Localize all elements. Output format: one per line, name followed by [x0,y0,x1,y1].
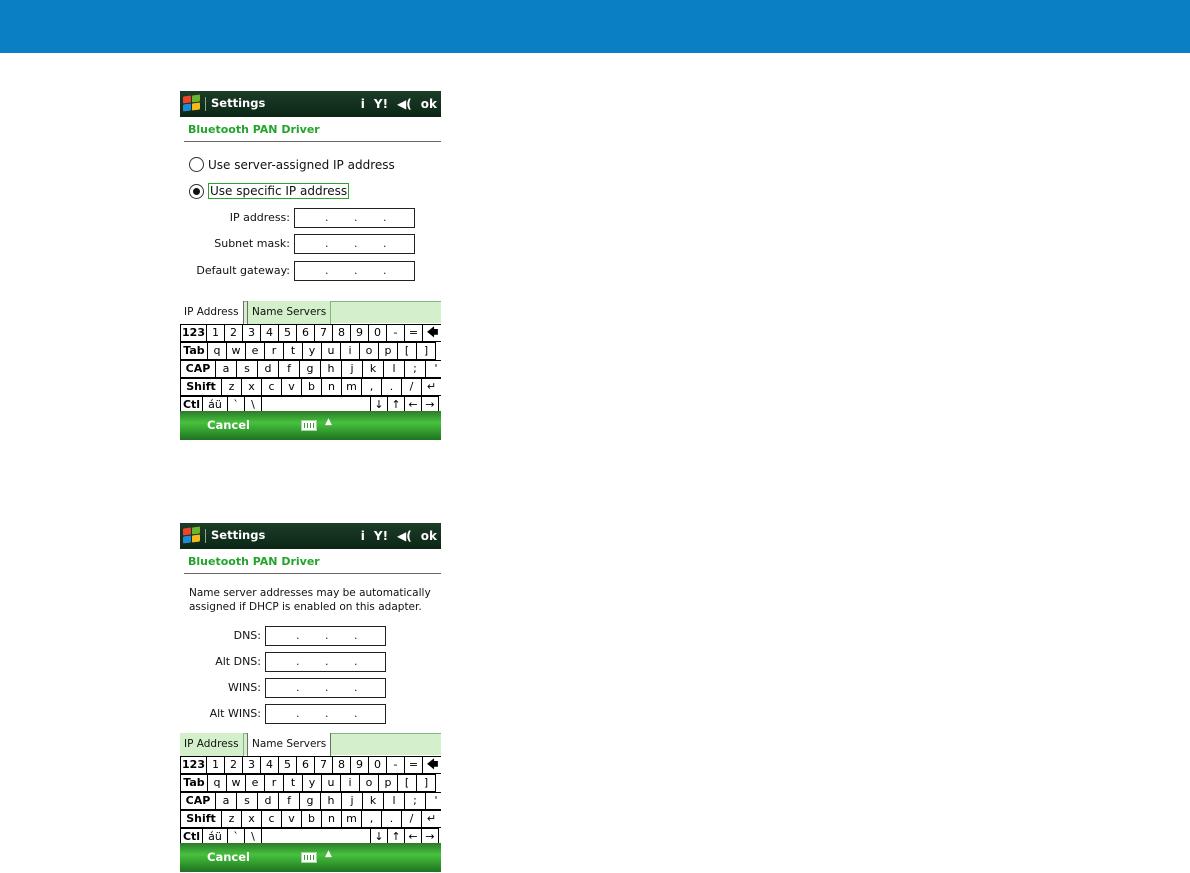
keyboard-key[interactable]: 5 [278,324,297,342]
soft-keyboard [180,756,441,846]
keyboard-key[interactable]: 6 [296,324,315,342]
radio-button[interactable] [189,157,204,172]
octet-separator: . [325,264,329,277]
default-gateway-field[interactable] [294,261,415,281]
octet-separator: . [354,655,358,668]
keyboard-key[interactable]: CAP [180,360,216,378]
keyboard-icon[interactable] [301,420,317,431]
keyboard-key[interactable]: t [283,774,303,792]
keyboard-key[interactable]: Shift [180,378,222,396]
cancel-button[interactable]: Cancel [207,418,250,432]
keyboard-key[interactable]: h [320,792,342,810]
keyboard-key[interactable]: 2 [224,756,243,774]
keyboard-key[interactable]: b [301,810,322,828]
keyboard-key[interactable]: z [221,378,242,396]
volume-icon[interactable]: ◀( [397,529,412,543]
keyboard-key[interactable]: áü [202,396,228,414]
keyboard-key[interactable]: Tab [180,342,208,360]
keyboard-key[interactable]: g [299,792,321,810]
ip-address-field[interactable] [294,208,415,228]
keyboard-key[interactable]: [ [397,774,417,792]
keyboard-key[interactable]: - [386,324,405,342]
keyboard-key[interactable]: ] [416,342,436,360]
keyboard-key[interactable]: / [401,810,422,828]
info-icon[interactable]: i [360,97,365,111]
keyboard-key[interactable]: i [340,774,360,792]
keyboard-key[interactable]: ↵ [421,810,441,828]
keyboard-key[interactable]: ↓ [370,828,388,846]
dhcp-help-text: Name server addresses may be automatically assigned if DHCP is enabled on this adapter. [189,587,431,613]
octet-separator: . [325,211,329,224]
octet-separator: . [325,707,329,720]
status-icons [352,527,437,545]
cancel-button[interactable]: Cancel [207,850,250,864]
ok-button[interactable]: ok [420,529,437,543]
keyboard-key[interactable]: k [362,792,384,810]
keyboard-key[interactable]: q [207,342,227,360]
tab-ip-address[interactable]: IP Address [180,301,244,325]
keyboard-key[interactable]: y [302,774,322,792]
title-separator [205,97,206,111]
keyboard-key[interactable]: , [361,810,382,828]
window-title: Settings [211,528,266,542]
keyboard-key[interactable]: f [278,360,300,378]
volume-icon[interactable]: ◀( [397,97,412,111]
signal-icon[interactable]: Y! [373,529,389,543]
keyboard-key[interactable]: f [278,792,300,810]
keyboard-key[interactable]: 2 [224,324,243,342]
radio-specific-ip[interactable] [189,183,349,199]
keyboard-key[interactable]: 8 [332,324,351,342]
keyboard-key[interactable]: 4 [260,324,279,342]
keyboard-key[interactable]: x [241,810,262,828]
section-title: Bluetooth PAN Driver [188,555,320,568]
octet-separator: . [296,629,300,642]
keyboard-key[interactable]: 8 [332,756,351,774]
keyboard-key[interactable]: [ [397,342,417,360]
octet-separator: . [296,681,300,694]
keyboard-icon[interactable] [301,852,317,863]
keyboard-key[interactable]: z [221,810,242,828]
keyboard-key[interactable]: - [386,756,405,774]
keyboard-row [180,324,441,342]
octet-separator: . [383,264,387,277]
dns-field[interactable] [265,626,386,646]
keyboard-key[interactable]: 🡄 [422,756,441,774]
keyboard-key[interactable]: / [401,378,422,396]
keyboard-key[interactable]: n [321,378,342,396]
softkey-bar [180,843,441,872]
keyboard-key[interactable]: y [302,342,322,360]
keyboard-key[interactable]: → [421,396,439,414]
keyboard-key[interactable]: 🡄 [422,324,441,342]
keyboard-key[interactable]: 123 [180,756,207,774]
keyboard-row [180,342,441,360]
keyboard-key[interactable]: = [404,324,423,342]
dns-label: DNS: [233,629,261,642]
keyboard-key[interactable]: a [215,360,237,378]
keyboard-row [180,360,441,378]
windows-start-icon[interactable] [182,527,202,545]
octet-separator: . [325,629,329,642]
keyboard-key[interactable]: . [381,378,402,396]
window-title: Settings [211,96,266,110]
section-title: Bluetooth PAN Driver [188,123,320,136]
keyboard-key[interactable]: 4 [260,756,279,774]
tab-name-servers[interactable]: Name Servers [247,301,331,324]
keyboard-key[interactable]: c [261,378,282,396]
keyboard-key[interactable]: ' [425,360,441,378]
octet-separator: . [354,707,358,720]
octet-separator: . [325,681,329,694]
octet-separator: . [383,211,387,224]
octet-separator: . [354,629,358,642]
keyboard-key[interactable]: l [383,360,405,378]
keyboard-key[interactable]: → [421,828,439,846]
title-separator [205,529,206,543]
keyboard-key[interactable]: ← [404,396,422,414]
octet-separator: . [354,211,358,224]
keyboard-key[interactable]: e [245,774,265,792]
keyboard-key[interactable]: 5 [278,756,297,774]
keyboard-key[interactable]: h [320,360,342,378]
keyboard-key[interactable]: m [341,810,362,828]
keyboard-key[interactable]: Ctl [180,396,203,414]
keyboard-key[interactable]: áü [202,828,228,846]
alt-wins-label: Alt WINS: [209,707,261,720]
keyboard-key[interactable]: q [207,774,227,792]
octet-separator: . [325,655,329,668]
keyboard-key[interactable]: . [381,810,402,828]
keyboard-key[interactable]: k [362,360,384,378]
keyboard-key[interactable]: ↑ [387,828,405,846]
signal-icon[interactable]: Y! [373,97,389,111]
keyboard-key[interactable]: e [245,342,265,360]
keyboard-key[interactable]: ' [425,792,441,810]
keyboard-key[interactable]: n [321,810,342,828]
octet-separator: . [296,655,300,668]
keyboard-key[interactable]: w [226,342,246,360]
keyboard-key[interactable]: ↵ [421,378,441,396]
keyboard-row [180,774,441,792]
radio-label: Use specific IP address [210,184,348,198]
subnet-mask-label: Subnet mask: [214,237,290,250]
keyboard-key[interactable]: 7 [314,324,333,342]
subnet-mask-field[interactable] [294,234,415,254]
wins-field[interactable] [265,678,386,698]
keyboard-key[interactable]: u [321,774,341,792]
title-bar [180,91,441,117]
octet-separator: . [383,237,387,250]
keyboard-key[interactable]: x [241,378,262,396]
keyboard-key[interactable]: ↑ [387,396,405,414]
tab-ip-address[interactable]: IP Address [180,733,244,756]
keyboard-key[interactable]: 9 [350,756,369,774]
keyboard-row [180,810,441,828]
octet-separator: . [325,237,329,250]
keyboard-key[interactable]: CAP [180,792,216,810]
keyboard-key[interactable]: 0 [368,756,387,774]
keyboard-key[interactable]: 3 [242,324,261,342]
keyboard-key[interactable]: ; [404,792,426,810]
alt-dns-field[interactable] [265,652,386,672]
alt-dns-label: Alt DNS: [215,655,261,668]
keyboard-key[interactable]: 6 [296,756,315,774]
keyboard-key[interactable]: Tab [180,774,208,792]
status-icons [352,95,437,113]
keyboard-row [180,792,441,810]
section-divider [184,573,441,574]
keyboard-key[interactable]: 3 [242,756,261,774]
keyboard-key[interactable]: j [341,360,363,378]
keyboard-key[interactable]: j [341,792,363,810]
keyboard-key[interactable]: ` [227,828,245,846]
keyboard-key[interactable]: l [383,792,405,810]
keyboard-key[interactable]: v [281,810,302,828]
octet-separator: . [354,264,358,277]
radio-button-checked[interactable] [189,184,204,199]
keyboard-key[interactable]: r [264,774,284,792]
keyboard-key[interactable]: i [340,342,360,360]
info-icon[interactable]: i [360,529,365,543]
keyboard-key[interactable]: ` [227,396,245,414]
keyboard-key[interactable]: \ [244,828,262,846]
keyboard-key[interactable]: w [226,774,246,792]
keyboard-row [180,756,441,774]
keyboard-key[interactable]: 9 [350,324,369,342]
input-menu-arrow-icon[interactable]: ▲ [325,849,332,859]
default-gateway-label: Default gateway: [196,264,290,277]
windows-start-icon[interactable] [182,95,202,113]
tab-name-servers[interactable]: Name Servers [247,733,331,757]
keyboard-key[interactable]: = [404,756,423,774]
keyboard-key[interactable]: c [261,810,282,828]
keyboard-key[interactable]: , [361,378,382,396]
tab-strip [180,733,441,755]
keyboard-key[interactable]: 0 [368,324,387,342]
keyboard-key[interactable]: 1 [206,756,225,774]
keyboard-key[interactable]: ; [404,360,426,378]
alt-wins-field[interactable] [265,704,386,724]
ip-address-label: IP address: [229,211,290,224]
keyboard-key[interactable]: t [283,342,303,360]
keyboard-key[interactable]: Shift [180,810,222,828]
keyboard-key[interactable]: s [236,792,258,810]
keyboard-key[interactable]: o [359,774,379,792]
soft-keyboard [180,324,441,414]
keyboard-key[interactable]: ] [416,774,436,792]
keyboard-key[interactable]: ↓ [370,396,388,414]
page-header-band [0,0,1190,53]
keyboard-key[interactable]: g [299,360,321,378]
tab-strip [180,301,441,323]
keyboard-key[interactable]: d [257,360,279,378]
keyboard-key[interactable]: o [359,342,379,360]
octet-separator: . [296,707,300,720]
keyboard-key[interactable]: 123 [180,324,207,342]
section-divider [184,141,441,142]
keyboard-key[interactable]: p [378,774,398,792]
keyboard-key[interactable]: s [236,360,258,378]
keyboard-key[interactable]: p [378,342,398,360]
softkey-bar [180,411,441,440]
keyboard-key[interactable]: \ [244,396,262,414]
keyboard-key[interactable]: 7 [314,756,333,774]
keyboard-row [180,378,441,396]
radio-server-assigned[interactable] [189,157,395,172]
title-bar [180,523,441,549]
keyboard-key[interactable]: b [301,378,322,396]
keyboard-key[interactable]: u [321,342,341,360]
radio-label: Use server-assigned IP address [208,157,395,172]
screen-name-servers [180,523,441,872]
screen-ip-address [180,91,441,440]
keyboard-key[interactable]: ← [404,828,422,846]
octet-separator: . [354,237,358,250]
keyboard-key[interactable]: r [264,342,284,360]
keyboard-key[interactable]: v [281,378,302,396]
ok-button[interactable]: ok [420,97,437,111]
keyboard-key[interactable]: d [257,792,279,810]
keyboard-key[interactable]: m [341,378,362,396]
keyboard-key[interactable]: Ctl [180,828,203,846]
wins-label: WINS: [227,681,261,694]
keyboard-key[interactable]: a [215,792,237,810]
keyboard-key[interactable]: 1 [206,324,225,342]
input-menu-arrow-icon[interactable]: ▲ [325,417,332,427]
octet-separator: . [354,681,358,694]
